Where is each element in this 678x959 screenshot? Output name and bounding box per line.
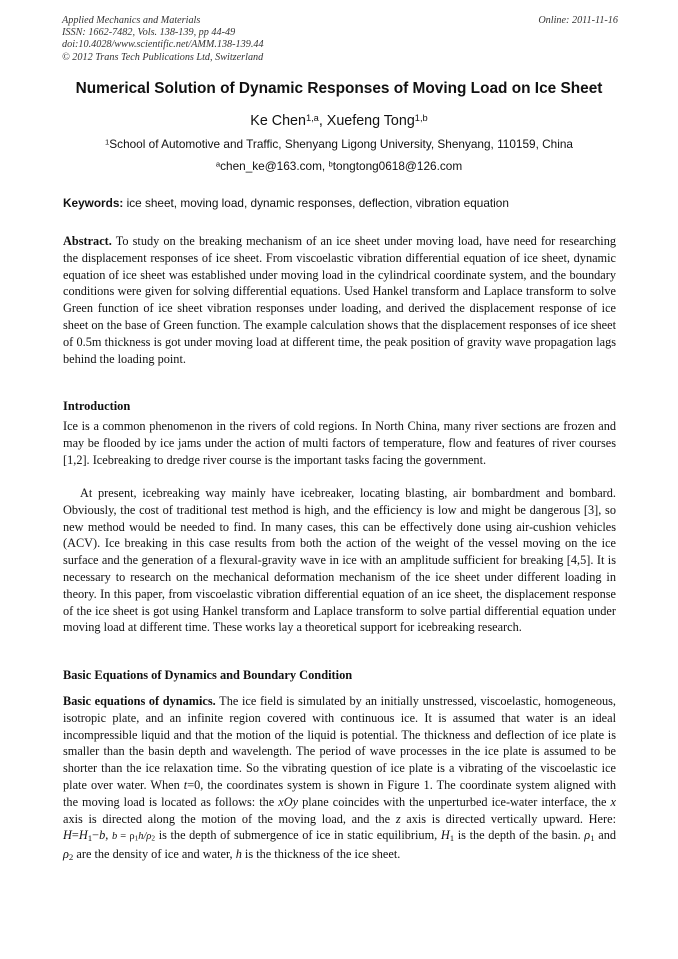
author-emails (40, 159, 638, 174)
email-mark: a (215, 159, 221, 169)
math-expr: = ρ (117, 831, 135, 843)
author-affil-mark: 1,a (305, 112, 319, 123)
body-text: is the thickness of the ice sheet. (241, 847, 401, 862)
intro-paragraph-1: Ice is a common phenomenon in the rivers of cold regions. In North China, many river sections are frozen and may be flooded by ice jams under the action of multi factors of temperature, flow and features of river courses [1,2]. Icebreaking to dredge river course is the important tasks facing the government. (63, 419, 616, 467)
math-sub: 1 (87, 833, 93, 844)
math-var: h (235, 847, 242, 862)
doi-line: doi:10.4028/www.scientific.net/AMM.138-139.44 (62, 39, 264, 51)
subsection-lead: Basic equations of dynamics. (63, 694, 216, 708)
math-expr: h/ρ (138, 831, 152, 843)
math-var: H (440, 828, 450, 843)
email-mark: b (328, 159, 333, 169)
math-var: xOy (278, 794, 299, 809)
math-op: − (92, 828, 100, 843)
keywords-label: Keywords: (63, 196, 124, 210)
abstract-text: To study on the breaking mechanism of an ice sheet under moving load, have need for researching the displacement responses of ice sheet. From viscoelastic vibration differential equation of ice sheet, dynamic equation of ice sheet was established under moving load in the cylindrical coordinate system, and the boundary conditions were given for solving differential equations. Used Hankel transform and Laplace transform to solve Green function of ice sheet vibration responses under loading, and derived the displacement response of ice sheet on the base of Green function. The example calculation shows that the displacement responses of ice sheet of 0.5m thickness is got under moving load at different time, the peak position of gravity wave propagation lags behind the loading point. (63, 234, 616, 366)
body-text: axis is directed vertically upward. Here: (400, 811, 616, 826)
math-sub: 1 (449, 833, 455, 844)
copyright-line: © 2012 Trans Tech Publications Ltd, Switzerland (62, 51, 264, 63)
section-heading: Introduction (63, 399, 131, 413)
affiliation (40, 137, 638, 152)
section-heading: Basic Equations of Dynamics and Boundary Condition (63, 668, 353, 682)
body-text: , (105, 828, 112, 843)
abstract-label: Abstract. (63, 234, 112, 248)
author-name: Xuefeng Tong (326, 113, 415, 129)
math-var: b (99, 828, 106, 843)
math-var: z (395, 811, 401, 826)
body-text: is the depth of submergence of ice in static equilibrium, (155, 828, 441, 843)
author-affil-mark: 1,b (414, 112, 428, 123)
math-sub: 2 (68, 851, 74, 862)
affiliation-mark: 1 (105, 137, 110, 147)
journal-name: Applied Mechanics and Materials (62, 15, 201, 26)
paper-title: Numerical Solution of Dynamic Responses of Moving Load on Ice Sheet (75, 80, 603, 97)
dynamics-paragraph (63, 693, 616, 863)
math-var: b (111, 831, 118, 843)
math-sub: 2 (151, 833, 156, 843)
journal-header (62, 15, 618, 64)
body-text: axis is directed along the motion of the moving load, and the (63, 811, 396, 826)
body-text: is the depth of the basin. (454, 828, 585, 843)
math-sub: 1 (590, 833, 595, 844)
author-name: Ke Chen (250, 113, 306, 129)
keywords (63, 196, 619, 211)
math-var: x (610, 794, 616, 809)
abstract (63, 233, 616, 367)
author-list (40, 112, 638, 130)
math-var: t (183, 777, 188, 792)
body-text: The ice field is simulated by an initially unstressed, viscoelastic, homogeneous, isotropic plate, and an infinite region covered with continuous ice. It is assumed that water is an ideal incompressible liquid and that the motion of the liquid is potential. The thickness and deflection of ice plate is smaller than the basin depth and wavelength. The period of wave processes in the ice plate is assumed to be shorter than the ice relaxation time. So the vibrating question of ice plate is a vibrating of the viscoelastic ice plate over water. When (63, 694, 617, 792)
math-op: = (71, 828, 79, 843)
affiliation-text: School of Automotive and Traffic, Shenyang Ligong University, Shenyang, 110159, China (109, 137, 573, 151)
online-date: Online: 2011-11-16 (538, 15, 618, 26)
math-var: H (78, 828, 88, 843)
author-separator: , (318, 113, 327, 129)
body-text: =0, the coordinates system is shown in Figure 1. The coordinate system aligned with the moving load is located as follows: the (63, 777, 616, 809)
math-var: ρ (584, 828, 591, 843)
body-text: are the density of ice and water, (73, 847, 236, 862)
email-a: chen_ke@163.com, (220, 159, 329, 173)
body-text: and (594, 828, 616, 843)
math-var: ρ (63, 847, 69, 862)
keywords-text: ice sheet, moving load, dynamic responses, deflection, vibration equation (123, 196, 509, 210)
intro-paragraph-2: At present, icebreaking way mainly have icebreaker, locating blasting, air bombardment and bombard. Obviously, the cost of traditional test method is high, and the efficiency is low and might be dangerous [3], so new method would be needed to find. In many cases, this can be effectively done using air-cushion vehicles (ACV). Ice breaking in this case results from both the action of the weight of the vessel moving on the ice surface and the generation of a flexural-gravity wave in ice with an amplitude sufficient for breaking [4,5]. It is necessary to research on the mechanical deformation mechanism of the ice sheet under different loading in theory. In this paper, from viscoelastic vibration differential equation of an ice sheet, the displacement response of the ice sheet is got using Hankel transform and Laplace transform to solve partial differential equation under moving load at different time. These works lay a theoretical support for icebreaking research. (63, 486, 616, 635)
body-text: plane coincides with the unperturbed ice-water interface, the (298, 794, 611, 809)
math-sub: 1 (134, 833, 139, 843)
email-b: tongtong0618@126.com (332, 159, 463, 173)
issn-line: ISSN: 1662-7482, Vols. 138-139, pp 44-49 (62, 27, 236, 39)
math-var: H (63, 828, 72, 843)
